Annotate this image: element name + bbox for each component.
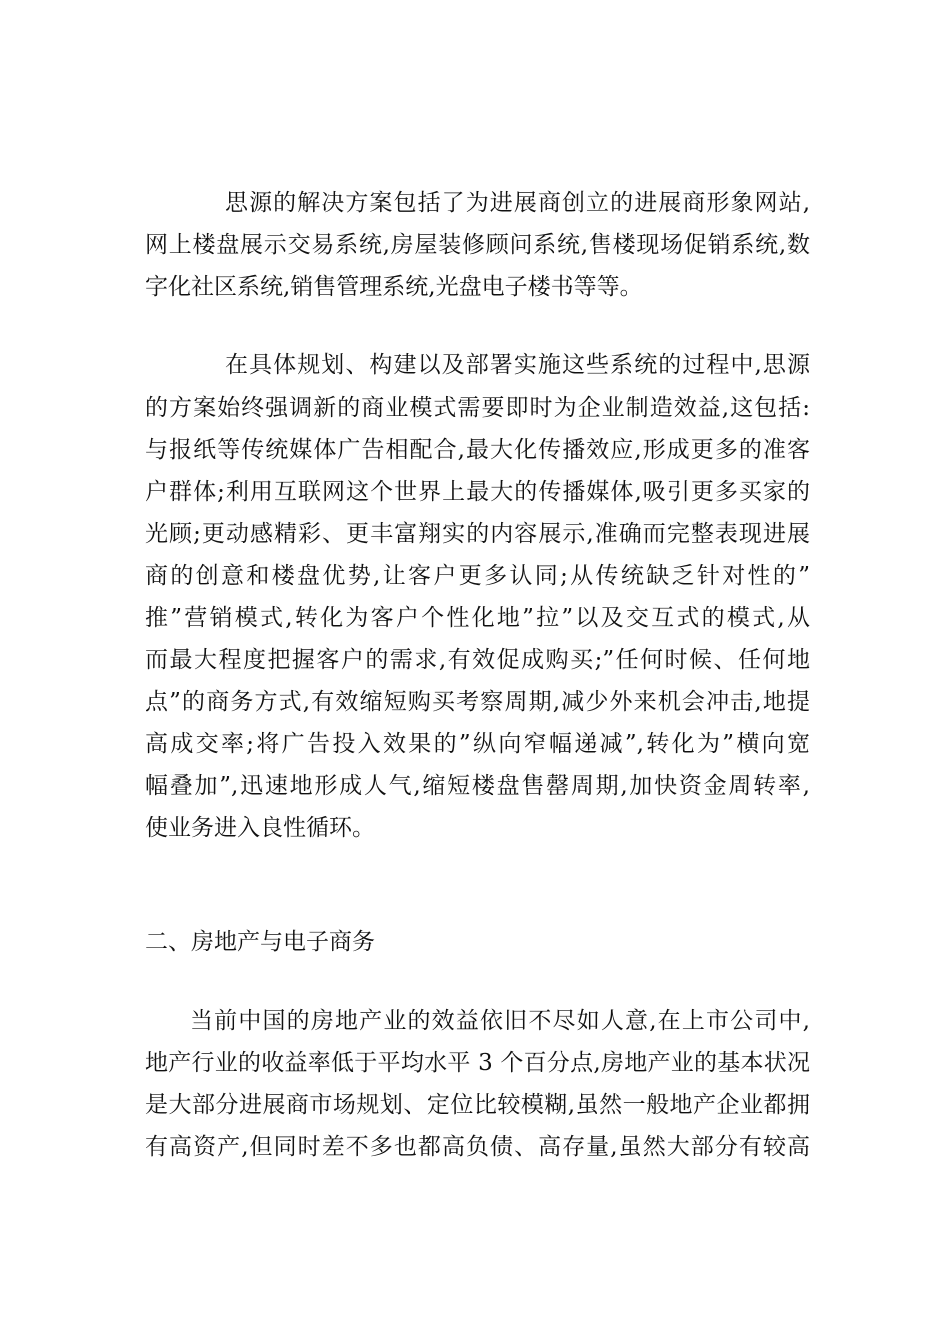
paragraph-3-line-2: 地产行业的收益率低于平均水平 3 个百分点,房地产业的基本状况 <box>145 1050 810 1076</box>
paragraph-1-line-1: 思源的解决方案包括了为进展商创立的进展商形象网站, <box>225 190 810 216</box>
paragraph-3-line-3: 是大部分进展商市场规划、定位比较模糊,虽然一般地产企业都拥 <box>145 1092 810 1118</box>
paragraph-2-line-2: 的方案始终强调新的商业模式需要即时为企业制造效益,这包括: <box>145 395 810 421</box>
paragraph-2-line-12: 使业务进入良性循环。 <box>145 815 375 841</box>
paragraph-2-line-4: 户群体;利用互联网这个世界上最大的传播媒体,吸引更多买家的 <box>145 479 810 505</box>
paragraph-2-line-1: 在具体规划、构建以及部署实施这些系统的过程中,思源 <box>225 352 810 378</box>
paragraph-2-line-10: 高成交率;将广告投入效果的”纵向窄幅递减”,转化为”横向宽 <box>145 731 810 757</box>
paragraph-2-line-11: 幅叠加”,迅速地形成人气,缩短楼盘售罄周期,加快资金周转率, <box>145 773 810 799</box>
section-heading: 二、房地产与电子商务 <box>145 929 375 955</box>
paragraph-2-line-3: 与报纸等传统媒体广告相配合,最大化传播效应,形成更多的准客 <box>145 437 810 463</box>
paragraph-2-line-7: 推”营销模式,转化为客户个性化地”拉”以及交互式的模式,从 <box>145 605 810 631</box>
paragraph-2-line-8: 而最大程度把握客户的需求,有效促成购买;”任何时候、任何地 <box>145 647 810 673</box>
paragraph-1-line-3: 字化社区系统,销售管理系统,光盘电子楼书等等。 <box>145 274 643 300</box>
paragraph-2-line-9: 点”的商务方式,有效缩短购买考察周期,减少外来机会冲击,地提 <box>145 689 810 715</box>
paragraph-2-line-6: 商的创意和楼盘优势,让客户更多认同;从传统缺乏针对性的” <box>145 563 810 589</box>
paragraph-3-line-1: 当前中国的房地产业的效益依旧不尽如人意,在上市公司中, <box>190 1008 810 1034</box>
paragraph-2-line-5: 光顾;更动感精彩、更丰富翔实的内容展示,准确而完整表现进展 <box>145 521 810 547</box>
paragraph-3-line-4: 有高资产,但同时差不多也都高负债、高存量,虽然大部分有较高 <box>145 1134 810 1160</box>
paragraph-1-line-2: 网上楼盘展示交易系统,房屋装修顾问系统,售楼现场促销系统,数 <box>145 232 810 258</box>
